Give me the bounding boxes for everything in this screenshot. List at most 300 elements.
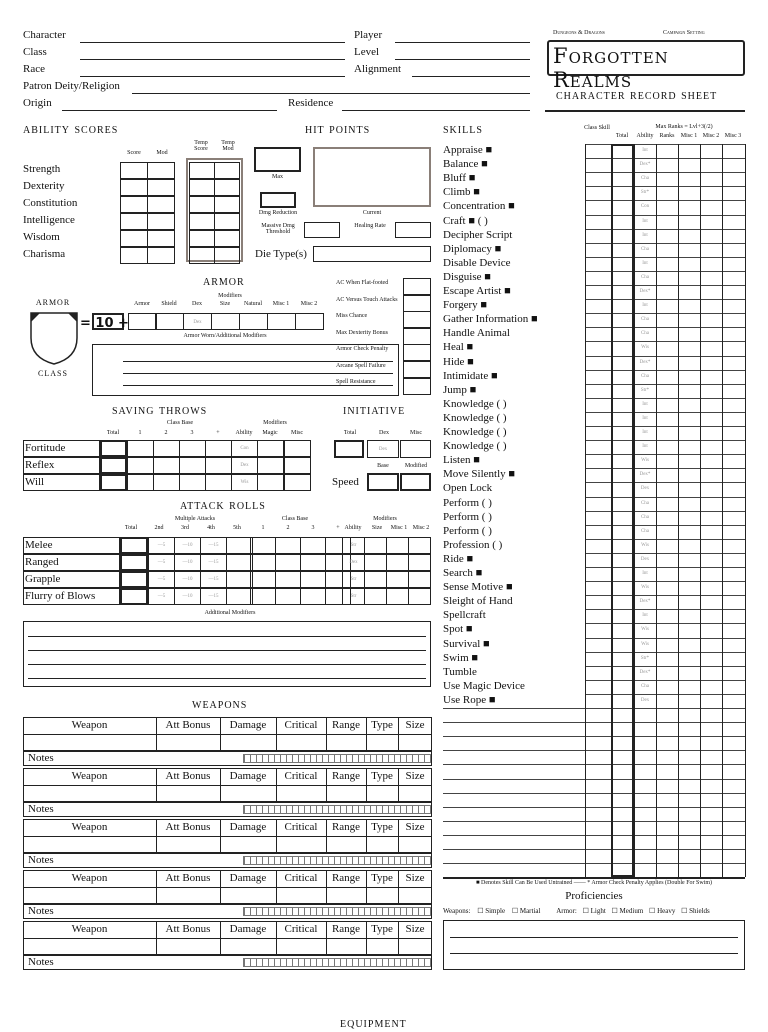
attack-label: Flurry of Blows xyxy=(25,590,96,602)
weapon-notes-label: Notes xyxy=(28,956,54,968)
simple-checkbox[interactable]: ☐ Simple xyxy=(477,907,506,915)
attack-multi-box[interactable]: —15 xyxy=(200,554,227,571)
skill-ability-tag: Int xyxy=(642,260,648,266)
weapon-col-label: Damage xyxy=(229,770,267,782)
save-cell[interactable] xyxy=(179,440,206,457)
proficiencies-box[interactable] xyxy=(443,920,745,970)
init-misc-box[interactable] xyxy=(400,440,431,458)
ability-temp-mod-box[interactable] xyxy=(214,230,240,247)
armor-side-box[interactable] xyxy=(403,344,431,361)
skill-row-line xyxy=(585,384,745,385)
armor-mod-box[interactable] xyxy=(155,313,184,330)
weapon-field[interactable] xyxy=(221,888,275,903)
save-col-label: Ability xyxy=(235,430,253,436)
ability-score-box[interactable] xyxy=(120,230,148,247)
weapon-field[interactable] xyxy=(367,837,397,852)
ability-temp-mod-box[interactable] xyxy=(214,162,240,179)
residence-label: Residence xyxy=(288,97,334,109)
hit-points-title: hit points xyxy=(305,122,371,137)
skill-label: Balance ■ xyxy=(443,158,488,171)
skill-ability-tag: Dex xyxy=(640,556,650,562)
residence-field[interactable] xyxy=(342,110,530,111)
weapon-col-label: Critical xyxy=(284,770,318,782)
heavy-checkbox[interactable]: ☐ Heavy xyxy=(649,907,676,915)
armor-col-label: Misc 2 xyxy=(300,301,318,307)
armor-side-label: Arcane Spell Failure xyxy=(336,362,386,369)
dmg-reduction-label: Dmg Reduction xyxy=(258,210,298,216)
attack-multi-box[interactable] xyxy=(226,588,253,605)
weapon-col-label: Range xyxy=(331,821,361,833)
alignment-label: Alignment xyxy=(354,63,402,75)
skill-ability-tag: Dex* xyxy=(639,359,651,365)
save-cell[interactable]: Wis xyxy=(231,474,258,491)
ability-temp-score-box[interactable] xyxy=(189,196,215,213)
skill-row-line xyxy=(585,595,745,596)
ammo-tracker[interactable] xyxy=(243,856,431,865)
skill-label: Knowledge ( ) xyxy=(443,426,507,438)
skill-ability-tag: Cha xyxy=(640,246,650,252)
weapon-col-label: Type xyxy=(371,770,393,782)
armor-mod-box[interactable] xyxy=(239,313,268,330)
skill-ability-tag: Str* xyxy=(640,387,650,393)
skill-row-line xyxy=(585,694,745,695)
attack-mod-box[interactable] xyxy=(386,588,409,605)
weapon-col-label: Damage xyxy=(229,872,267,884)
ability-label: Dexterity xyxy=(23,180,65,192)
skill-row-line xyxy=(585,623,745,624)
save-cell[interactable] xyxy=(100,440,127,457)
hp-max-box[interactable] xyxy=(254,147,301,172)
attack-base-box[interactable] xyxy=(300,571,326,588)
skill-row-line xyxy=(585,370,745,371)
skill-row-line xyxy=(585,454,745,455)
character-field[interactable] xyxy=(80,42,345,43)
skill-label: Knowledge ( ) xyxy=(443,440,507,453)
weapon-field[interactable] xyxy=(399,735,431,750)
weapon-field[interactable] xyxy=(24,786,155,801)
attack-col-label: 4th xyxy=(207,525,215,531)
attack-col-label: Misc 1 xyxy=(390,525,408,531)
ability-mod-box[interactable] xyxy=(147,230,175,247)
attack-multi-box[interactable] xyxy=(226,537,253,554)
weapon-field[interactable] xyxy=(367,735,397,750)
save-col-label: + xyxy=(216,430,220,436)
speed-base-box[interactable] xyxy=(367,473,399,491)
proficiencies-checks: Weapons: ☐ Simple ☐ Martial Armor: ☐ Light ☐ Medium ☐ Heavy ☐ Shields xyxy=(443,907,710,915)
attack-mod-box[interactable] xyxy=(386,537,409,554)
attack-mod-box[interactable] xyxy=(408,588,431,605)
skill-label: Use Rope ■ xyxy=(443,693,496,706)
martial-checkbox[interactable]: ☐ Martial xyxy=(511,907,541,915)
attack-mod-box[interactable]: Str xyxy=(342,588,365,605)
skill-row-line xyxy=(585,158,745,159)
ability-temp-score-box[interactable] xyxy=(189,247,215,264)
healing-box[interactable] xyxy=(395,222,431,238)
save-cell[interactable] xyxy=(284,457,311,474)
ammo-tracker[interactable] xyxy=(243,805,431,814)
ability-temp-score-box[interactable] xyxy=(189,179,215,196)
skill-label: Use Magic Device xyxy=(443,679,525,692)
weapon-field[interactable] xyxy=(327,837,365,852)
attack-mod-box[interactable] xyxy=(386,571,409,588)
weapon-col-label: Weapon xyxy=(71,821,108,833)
shields-checkbox[interactable]: ☐ Shields xyxy=(681,907,710,915)
speed-modified-box[interactable] xyxy=(400,473,431,491)
save-cell[interactable] xyxy=(257,457,284,474)
ability-temp-score-box[interactable] xyxy=(189,213,215,230)
ability-score-box[interactable] xyxy=(120,196,148,213)
attack-multi-box[interactable]: —5 xyxy=(148,571,175,588)
weapon-field[interactable] xyxy=(327,735,365,750)
attack-base-box[interactable] xyxy=(250,571,276,588)
save-cell[interactable] xyxy=(179,457,206,474)
armor-mod-box[interactable] xyxy=(267,313,296,330)
skill-row-line xyxy=(585,341,745,342)
attack-total-box[interactable] xyxy=(120,554,148,571)
save-label: Reflex xyxy=(25,459,55,471)
dmg-reduction-box[interactable] xyxy=(260,192,296,208)
armor-mod-box[interactable]: Dex xyxy=(183,313,212,330)
skill-col-line xyxy=(700,144,701,877)
die-type-label: Die Type(s) xyxy=(255,248,307,260)
weapon-field[interactable] xyxy=(24,837,155,852)
attack-multi-box[interactable]: —5 xyxy=(148,554,175,571)
weapon-field[interactable] xyxy=(277,939,325,954)
armor-col-label: Natural xyxy=(244,301,262,307)
attack-multi-box[interactable]: —10 xyxy=(174,588,201,605)
attack-mod-box[interactable]: Str xyxy=(342,537,365,554)
skill-row-line xyxy=(585,581,745,582)
weapon-col-label: Att Bonus xyxy=(165,923,211,935)
save-cell[interactable] xyxy=(205,440,232,457)
ability-mod-box[interactable] xyxy=(147,247,175,264)
ability-temp-mod-box[interactable] xyxy=(214,247,240,264)
weapon-field[interactable] xyxy=(399,888,431,903)
patron-field[interactable] xyxy=(132,93,530,94)
attack-col-label: 2 xyxy=(286,525,290,531)
weapon-field[interactable] xyxy=(327,888,365,903)
weapon-field[interactable] xyxy=(221,837,275,852)
equipment-title: equipment xyxy=(340,1016,407,1031)
skill-ability-tag: Cha xyxy=(640,373,650,379)
init-total-box[interactable] xyxy=(334,440,364,458)
attack-mod-box[interactable] xyxy=(364,571,387,588)
weapon-field[interactable] xyxy=(24,939,155,954)
skill-ability-tag: Wis xyxy=(641,542,649,548)
armor-side-box[interactable] xyxy=(403,311,431,328)
ability-temp-mod-box[interactable] xyxy=(214,213,240,230)
weapon-col-label: Size xyxy=(405,923,425,935)
ability-score-box[interactable] xyxy=(120,162,148,179)
light-checkbox[interactable]: ☐ Light xyxy=(582,907,606,915)
skill-label: Intimidate ■ xyxy=(443,369,498,382)
attack-multi-box[interactable]: —15 xyxy=(200,537,227,554)
weapon-field[interactable] xyxy=(24,888,155,903)
init-col-misc: Misc xyxy=(410,430,422,436)
skill-label: Listen ■ xyxy=(443,454,480,467)
attack-base-box[interactable] xyxy=(275,588,301,605)
attack-base-box[interactable] xyxy=(250,588,276,605)
weapon-col-label: Type xyxy=(371,821,393,833)
skill-label: Sleight of Hand xyxy=(443,595,513,608)
ability-temp-score-box[interactable] xyxy=(189,230,215,247)
attack-base-box[interactable] xyxy=(250,537,276,554)
save-cell[interactable] xyxy=(153,457,180,474)
armor-class-label: class xyxy=(38,367,68,379)
skill-ability-tag: Cha xyxy=(640,176,650,182)
weapon-col-label: Critical xyxy=(284,719,318,731)
spell-resistance-box[interactable] xyxy=(403,378,431,395)
attack-mod-box[interactable] xyxy=(408,554,431,571)
save-cell[interactable] xyxy=(100,474,127,491)
save-cell[interactable] xyxy=(153,440,180,457)
weapon-field[interactable] xyxy=(221,939,275,954)
ability-mod-box[interactable] xyxy=(147,162,175,179)
attack-multi-box[interactable]: —15 xyxy=(200,588,227,605)
ability-label: Wisdom xyxy=(23,231,60,243)
armor-mod-box[interactable] xyxy=(128,313,157,330)
save-cell[interactable] xyxy=(257,440,284,457)
ability-mod-box[interactable] xyxy=(147,213,175,230)
weapon-col-label: Att Bonus xyxy=(165,872,211,884)
massive-box[interactable] xyxy=(304,222,340,238)
armor-mod-box[interactable] xyxy=(295,313,324,330)
attack-base-box[interactable] xyxy=(275,571,301,588)
armor-side-label: Armor Check Penalty xyxy=(336,346,389,352)
attack-multi-box[interactable] xyxy=(226,571,253,588)
skill-ability-tag: Int xyxy=(642,415,648,421)
attack-multi-box[interactable]: —15 xyxy=(200,571,227,588)
attack-mod-box[interactable] xyxy=(386,554,409,571)
save-cell[interactable]: Dex xyxy=(231,457,258,474)
save-col-label: 2 xyxy=(164,430,168,436)
skill-ability-tag: Int xyxy=(642,232,648,238)
save-cell[interactable] xyxy=(179,474,206,491)
character-label: Character xyxy=(23,29,66,41)
armor-side-label: AC Versus Touch Attacks xyxy=(336,296,398,303)
attack-base-box[interactable] xyxy=(250,554,276,571)
skill-row-line xyxy=(585,285,745,286)
race-field[interactable] xyxy=(80,76,345,77)
armor-col-label: Shield xyxy=(161,301,177,307)
armor-col-label: Armor xyxy=(134,301,150,307)
attack-base-box[interactable] xyxy=(300,537,326,554)
ammo-tracker[interactable] xyxy=(243,958,431,967)
attack-total-box[interactable] xyxy=(120,588,148,605)
attack-col-label: 2nd xyxy=(154,525,164,531)
weapon-field[interactable] xyxy=(157,939,219,954)
skills-col-misc3: Misc 3 xyxy=(724,133,742,139)
skill-row-line xyxy=(585,482,745,483)
weapon-field[interactable] xyxy=(367,888,397,903)
weapon-field[interactable] xyxy=(367,939,397,954)
save-cell[interactable] xyxy=(127,457,154,474)
weapon-field[interactable] xyxy=(221,735,275,750)
save-cell[interactable] xyxy=(284,474,311,491)
armor-side-label: Miss Chance xyxy=(336,313,368,319)
weapon-field[interactable] xyxy=(157,735,219,750)
class-field[interactable] xyxy=(80,59,345,60)
ability-score-box[interactable] xyxy=(120,247,148,264)
skill-total-column[interactable] xyxy=(611,144,634,877)
save-col-label: 3 xyxy=(190,430,194,436)
attack-mod-box[interactable] xyxy=(364,588,387,605)
weapon-field[interactable] xyxy=(157,786,219,801)
weapon-field[interactable] xyxy=(399,837,431,852)
weapon-field[interactable] xyxy=(221,786,275,801)
save-cell[interactable] xyxy=(205,474,232,491)
weapon-field[interactable] xyxy=(327,786,365,801)
ability-mod-box[interactable] xyxy=(147,196,175,213)
attack-multi-box[interactable]: —5 xyxy=(148,537,175,554)
save-cell[interactable] xyxy=(127,474,154,491)
skill-label: Move Silently ■ xyxy=(443,468,516,481)
skill-label: Appraise ■ xyxy=(443,144,493,156)
skills-col-class: Class Skill xyxy=(584,125,610,131)
skill-row-line xyxy=(585,243,745,244)
ability-mod-box[interactable] xyxy=(147,179,175,196)
weapon-field[interactable] xyxy=(277,786,325,801)
weapon-field[interactable] xyxy=(327,939,365,954)
weapon-field[interactable] xyxy=(277,837,325,852)
save-cell[interactable]: Con xyxy=(231,440,258,457)
armor-worn-label: Armor Worn/Additional Modifiers xyxy=(183,333,267,339)
init-col-dex: Dex xyxy=(379,430,389,436)
weapon-col-label: Range xyxy=(331,719,361,731)
attack-base-box[interactable] xyxy=(275,554,301,571)
attack-multi-box[interactable]: —5 xyxy=(148,588,175,605)
attack-multi-box[interactable]: —10 xyxy=(174,571,201,588)
attack-mod-box[interactable] xyxy=(364,537,387,554)
attack-multi-box[interactable]: —10 xyxy=(174,554,201,571)
skill-row-line xyxy=(585,172,745,173)
save-cell[interactable] xyxy=(257,474,284,491)
massive-label: Massive Dmg Threshold xyxy=(261,223,295,235)
save-cell[interactable] xyxy=(100,457,127,474)
skills-col-ranks: Ranks xyxy=(659,133,675,139)
ability-scores-title: ability scores xyxy=(23,122,119,137)
skill-label: Disable Device xyxy=(443,256,511,269)
skill-row-line xyxy=(585,652,745,653)
attack-additional-box[interactable] xyxy=(23,621,431,687)
attack-col-label: Ability xyxy=(344,525,362,531)
weapon-notes-label: Notes xyxy=(28,803,54,815)
skill-ability-tag: Wis xyxy=(641,345,649,351)
skill-row-line xyxy=(585,186,745,187)
weapon-field[interactable] xyxy=(399,786,431,801)
init-dex-box[interactable]: Dex xyxy=(367,440,399,458)
player-field[interactable] xyxy=(395,42,530,43)
weapon-col-label: Critical xyxy=(284,872,318,884)
die-type-box[interactable] xyxy=(313,246,431,262)
skill-label: Tumble xyxy=(443,665,477,678)
skill-ability-tag: Dex xyxy=(640,486,650,492)
attack-rolls-title: attack rolls xyxy=(180,498,266,513)
attack-mod-box[interactable] xyxy=(408,571,431,588)
weapon-col-label: Damage xyxy=(229,719,267,731)
attack-base-box[interactable] xyxy=(275,537,301,554)
save-cell[interactable] xyxy=(153,474,180,491)
attack-base-box[interactable] xyxy=(300,554,326,571)
weapon-col-label: Weapon xyxy=(71,719,108,731)
weapon-field[interactable] xyxy=(277,735,325,750)
skill-label: Diplomacy ■ xyxy=(443,242,502,255)
attack-multi-box[interactable]: —10 xyxy=(174,537,201,554)
armor-side-box[interactable] xyxy=(403,361,431,378)
weapon-field[interactable] xyxy=(24,735,155,750)
weapon-field[interactable] xyxy=(157,837,219,852)
armor-side-box[interactable] xyxy=(403,328,431,345)
skill-col-line xyxy=(634,144,635,877)
attack-base-box[interactable] xyxy=(300,588,326,605)
skill-row-line xyxy=(585,539,745,540)
attack-multi-box[interactable] xyxy=(226,554,253,571)
ammo-tracker[interactable] xyxy=(243,754,431,763)
skill-col-line xyxy=(656,144,657,877)
attack-mod-box[interactable]: Str xyxy=(342,571,365,588)
armor-side-box[interactable] xyxy=(403,278,431,295)
hp-current-box[interactable] xyxy=(313,147,431,207)
attack-total-box[interactable] xyxy=(120,537,148,554)
weapon-field[interactable] xyxy=(277,888,325,903)
medium-checkbox[interactable]: ☐ Medium xyxy=(611,907,644,915)
weapon-col-label: Damage xyxy=(229,821,267,833)
skill-row-line xyxy=(585,398,745,399)
armor-col-label: Misc 1 xyxy=(272,301,290,307)
attack-mod-box[interactable]: Dex xyxy=(342,554,365,571)
skill-ability-tag: Wis xyxy=(641,458,649,464)
weapon-field[interactable] xyxy=(367,786,397,801)
ability-temp-score-box[interactable] xyxy=(189,162,215,179)
weapon-col-label: Damage xyxy=(229,923,267,935)
ability-score-box[interactable] xyxy=(120,179,148,196)
ammo-tracker[interactable] xyxy=(243,907,431,916)
attack-mod-box[interactable] xyxy=(364,554,387,571)
alignment-field[interactable] xyxy=(412,76,530,77)
skill-ability-tag: Int xyxy=(642,148,648,153)
weapon-field[interactable] xyxy=(157,888,219,903)
weapon-col-label: Weapon xyxy=(71,770,108,782)
skill-label: Bluff ■ xyxy=(443,172,476,185)
armor-title: armor xyxy=(203,274,245,289)
level-field[interactable] xyxy=(395,59,530,60)
ability-temp-mod-box[interactable] xyxy=(214,179,240,196)
attack-total-box[interactable] xyxy=(120,571,148,588)
ability-score-box[interactable] xyxy=(120,213,148,230)
skill-ability-tag: Str* xyxy=(640,190,650,196)
armor-side-box[interactable] xyxy=(403,295,431,312)
attack-modifiers: Modifiers xyxy=(373,516,397,522)
skill-label: Concentration ■ xyxy=(443,200,515,213)
col-temp-mod: Temp Mod xyxy=(221,140,235,152)
save-cell[interactable] xyxy=(205,457,232,474)
origin-field[interactable] xyxy=(62,110,277,111)
save-cell[interactable] xyxy=(284,440,311,457)
skill-row-line xyxy=(585,313,745,314)
weapon-col-label: Weapon xyxy=(71,872,108,884)
save-cell[interactable] xyxy=(127,440,154,457)
skill-ability-tag: Dex* xyxy=(639,162,651,168)
ability-temp-mod-box[interactable] xyxy=(214,196,240,213)
attack-mod-box[interactable] xyxy=(408,537,431,554)
healing-label: Healing Rate xyxy=(354,223,386,229)
armor-mod-box[interactable] xyxy=(211,313,240,330)
skill-row-line xyxy=(585,638,745,639)
weapon-notes-label: Notes xyxy=(28,905,54,917)
skill-ability-tag: Cha xyxy=(640,500,650,506)
skill-ability-tag: Int xyxy=(642,430,648,435)
weapon-field[interactable] xyxy=(399,939,431,954)
